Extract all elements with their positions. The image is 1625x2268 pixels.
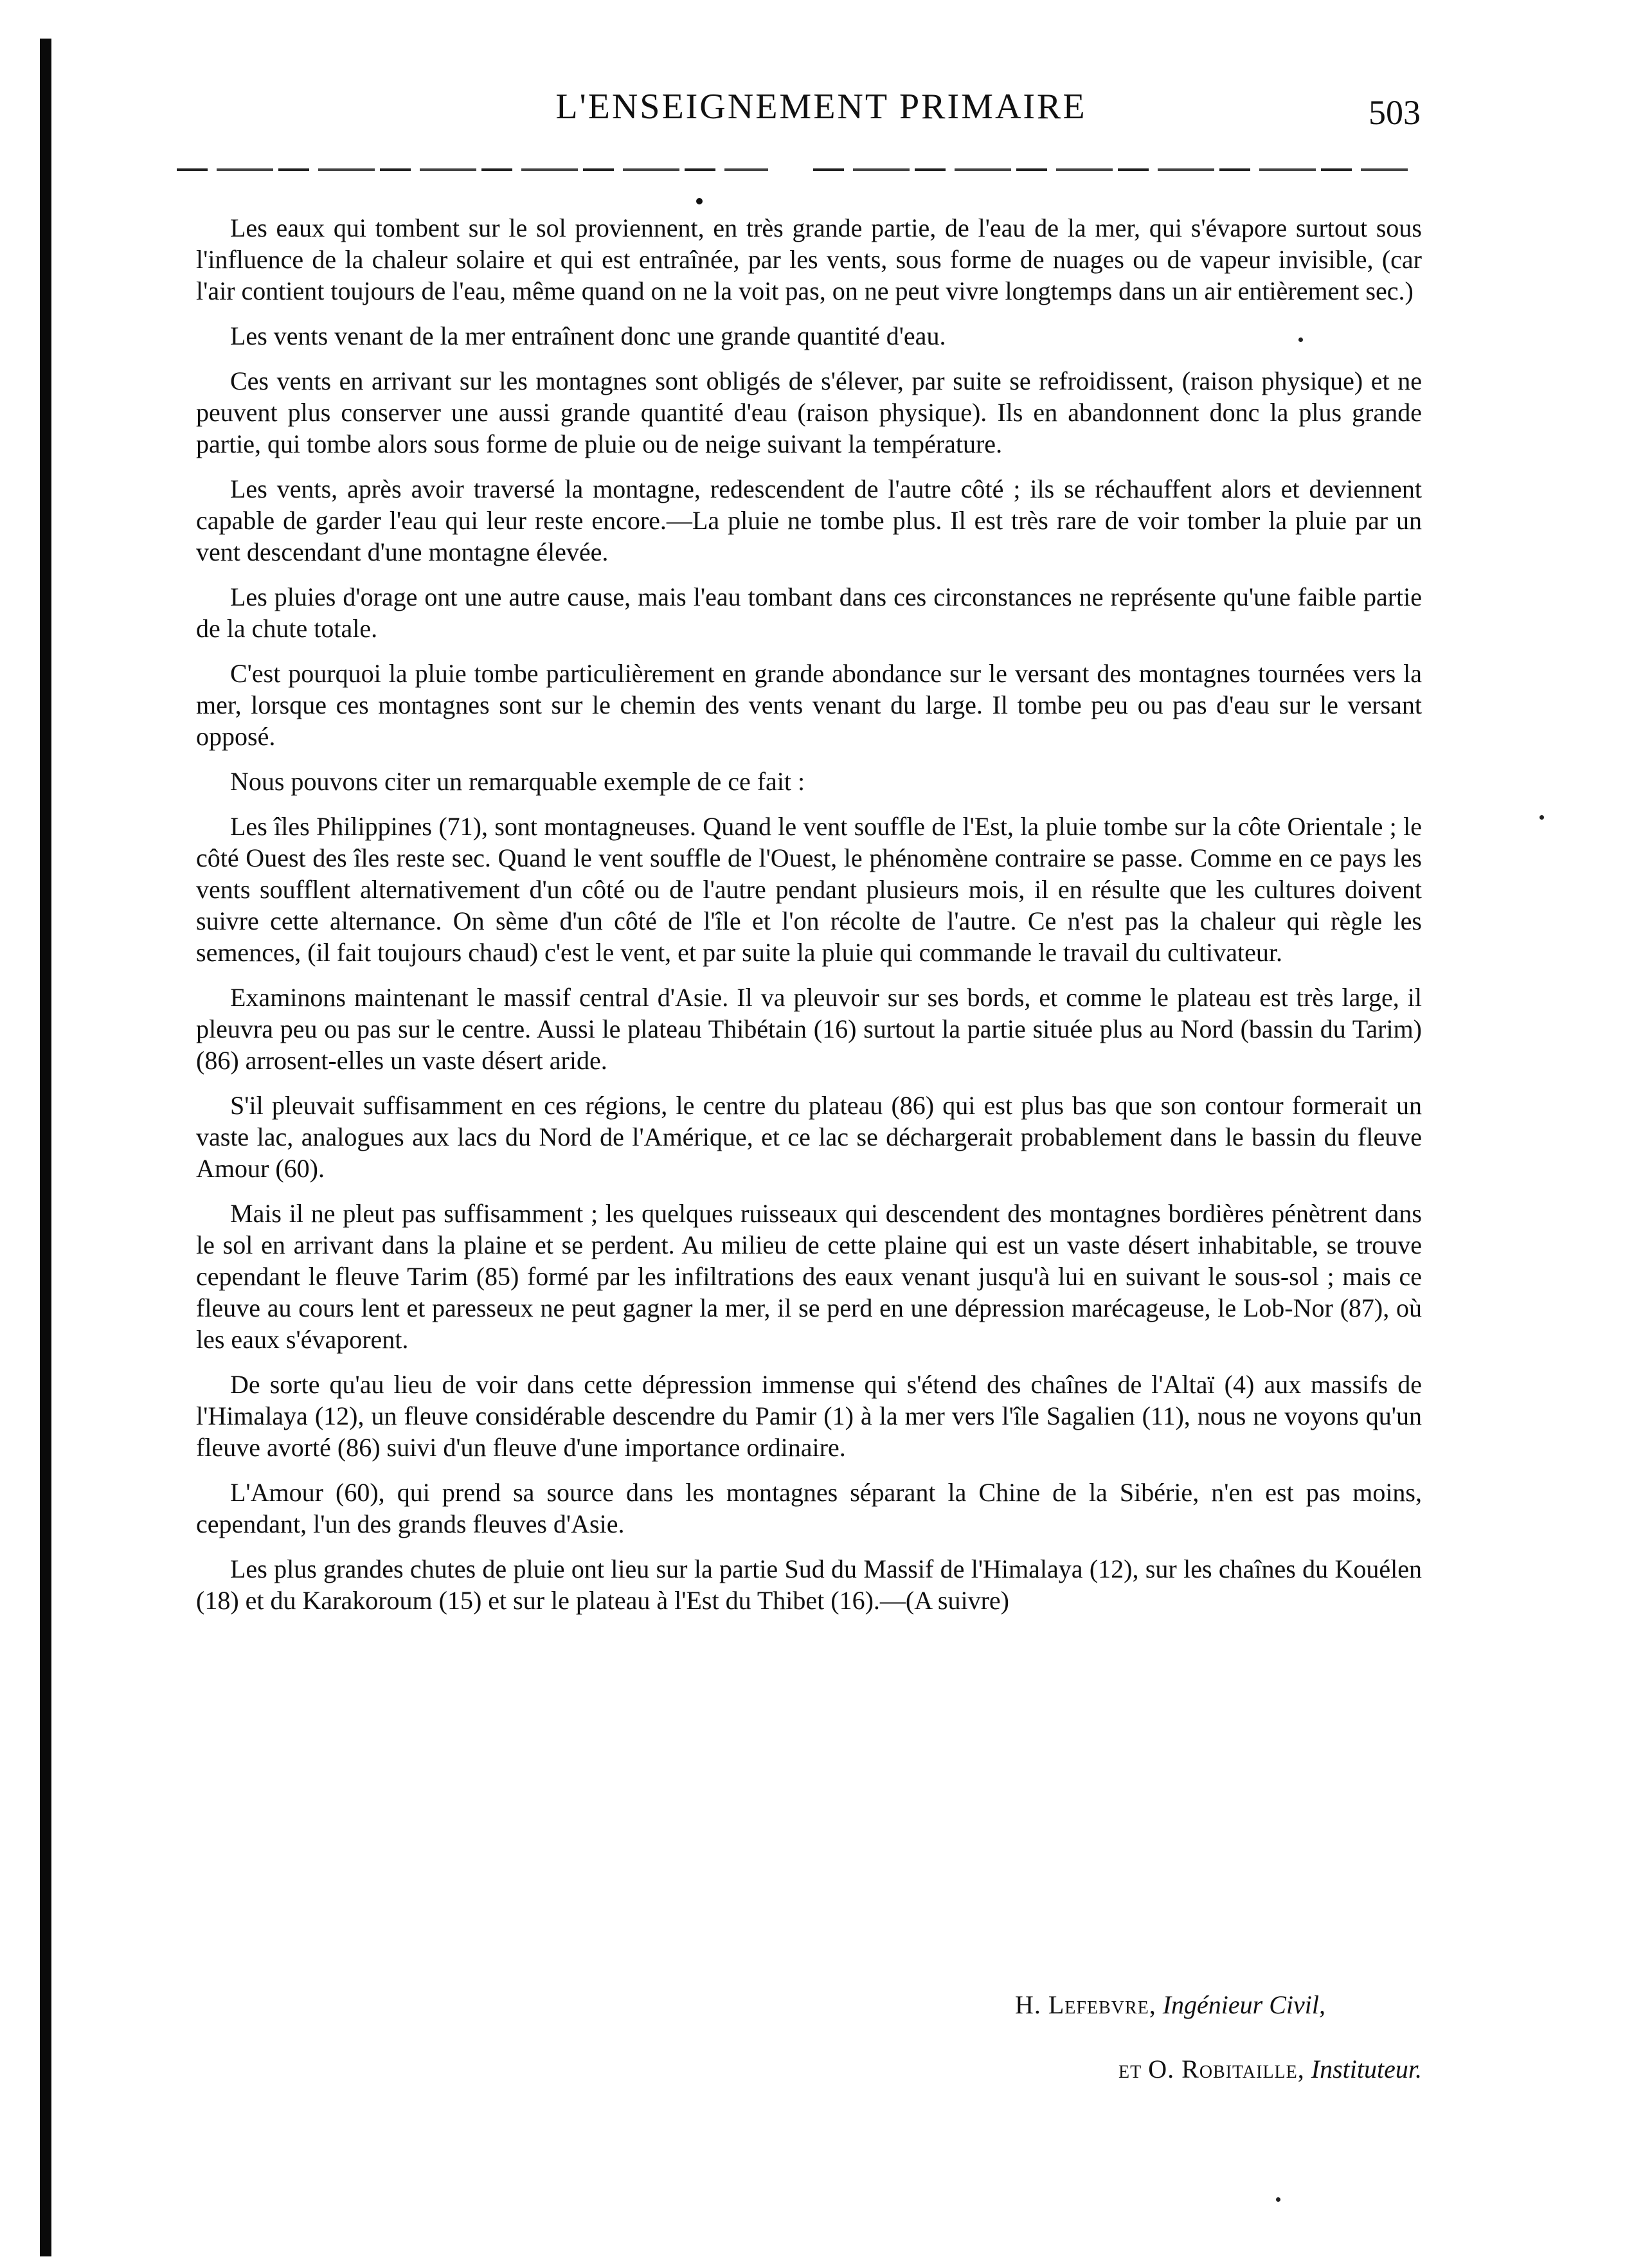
header-rule-left (177, 168, 768, 171)
paragraph: Les pluies d'orage ont une autre cause, mais l'eau tombant dans ces circonstances ne représente qu'une faible partie de la chute totale. (196, 582, 1422, 643)
paragraph: Nous pouvons citer un remarquable exemple de ce fait : (230, 767, 805, 796)
paragraph: S'il pleuvait suffisamment en ces régions, le centre du plateau (86) qui est plus bas que son contour formerait un vaste lac, analogues aux lacs du Nord de l'Amérique, et ce lac se déchargerait probablement dans le bassin du fleuve Amour (60). (196, 1091, 1422, 1183)
article-body (196, 212, 1422, 1630)
conjunction: et (1118, 2055, 1142, 2084)
signature-line-1 (196, 1990, 1422, 2021)
paragraph: Les eaux qui tombent sur le sol proviennent, en très grande partie, de l'eau de la mer, qui s'évapore surtout sous l'influence de la chaleur solaire et qui est entraînée, par les vents, sous forme de nuages ou de vapeur invisible, (car l'air contient toujours de l'eau, même quand on ne la voit pas, on ne peut vivre longtemps dans un air entièrement sec.) (196, 213, 1422, 305)
running-title: L'ENSEIGNEMENT PRIMAIRE (555, 87, 1087, 127)
ornament-dot (696, 198, 703, 204)
print-speck (1540, 815, 1544, 820)
page-header (222, 84, 1421, 141)
author-role: Instituteur. (1311, 2055, 1422, 2084)
signature-line-2 (196, 2054, 1422, 2085)
author-role: Ingénieur Civil, (1162, 1990, 1325, 2019)
paragraph: Les vents, après avoir traversé la montagne, redescendent de l'autre côté ; ils se réchauffent alors et deviennent capable de garder l'eau qui leur reste encore.—La pluie ne tombe plus. Il est très rare de voir tomber la pluie par un vent descendant d'une montagne élevée. (196, 474, 1422, 566)
paragraph: Examinons maintenant le massif central d'Asie. Il va pleuvoir sur ses bords, et comme le plateau est très large, il pleuvra peu ou pas sur le centre. Aussi le plateau Thibétain (16) surtout la partie située plus au Nord (bassin du Tarim) (86) arrosent-elles un vaste désert aride. (196, 983, 1422, 1075)
paragraph: Les îles Philippines (71), sont montagneuses. Quand le vent souffle de l'Est, la pluie tombe sur la côte Orientale ; le côté Ouest des îles reste sec. Quand le vent souffle de l'Ouest, le phénomène contraire se passe. Comme en ce pays les vents soufflent alternativement d'un côté ou de l'autre pendant plusieurs mois, il en résulte que les cultures doivent suivre cette alternance. On sème d'un côté de l'île et l'on récolte de l'autre. Ce n'est pas la chaleur qui règle les semences, (il fait toujours chaud) c'est le vent, et par suite la pluie qui commande le travail du cultivateur. (196, 812, 1422, 967)
print-speck (1276, 2197, 1280, 2202)
paragraph: Ces vents en arrivant sur les montagnes sont obligés de s'élever, par suite se refroidissent, (raison physique) et ne peuvent plus conserver une aussi grande quantité d'eau (raison physique). Ils en abandonnent donc la plus grande partie, qui tombe alors sous forme de pluie ou de neige suivant la température. (196, 366, 1422, 458)
paragraph: Les plus grandes chutes de pluie ont lieu sur la partie Sud du Massif de l'Himalaya (12), sur les chaînes du Kouélen (18) et du Karakoroum (15) et sur le plateau à l'Est du Thibet (16).—(A suivre) (196, 1554, 1422, 1615)
paragraph: C'est pourquoi la pluie tombe particulièrement en grande abondance sur le versant des montagnes tournées vers la mer, lorsque ces montagnes sont sur le chemin des vents venant du large. Il tombe peu ou pas d'eau sur le versant opposé. (196, 659, 1422, 751)
author-name: O. Robitaille, (1148, 2055, 1305, 2084)
page-number: 503 (1369, 93, 1421, 132)
paragraph: Mais il ne pleut pas suffisamment ; les quelques ruisseaux qui descendent des montagnes bordières pénètrent dans le sol en arrivant dans la plaine et se perdent. Au milieu de cette plaine qui est un vaste désert inhabitable, se trouve cependant le fleuve Tarim (85) formé par les infiltrations des eaux venant jusqu'à lui en suivant le sous-sol ; mais ce fleuve au cours lent et paresseux ne peut gagner la mer, il se perd en une dépression marécageuse, le Lob-Nor (87), où les eaux s'évaporent. (196, 1199, 1422, 1354)
header-rule-right (813, 168, 1408, 171)
paragraph: L'Amour (60), qui prend sa source dans les montagnes séparant la Chine de la Sibérie, n'en est pas moins, cependant, l'un des grands fleuves d'Asie. (196, 1478, 1422, 1538)
paragraph: De sorte qu'au lieu de voir dans cette dépression immense qui s'étend des chaînes de l'Altaï (4) aux massifs de l'Himalaya (12), un fleuve considérable descendre du Pamir (1) à la mer vers l'île Sagalien (11), nous ne voyons qu'un fleuve avorté (86) suivi d'un fleuve d'une importance ordinaire. (196, 1370, 1422, 1462)
print-speck (1298, 338, 1303, 342)
paragraph: Les vents venant de la mer entraînent donc une grande quantité d'eau. (230, 321, 946, 350)
page-edge-bar (40, 39, 51, 2256)
author-name: H. Lefebvre, (1014, 1990, 1156, 2019)
